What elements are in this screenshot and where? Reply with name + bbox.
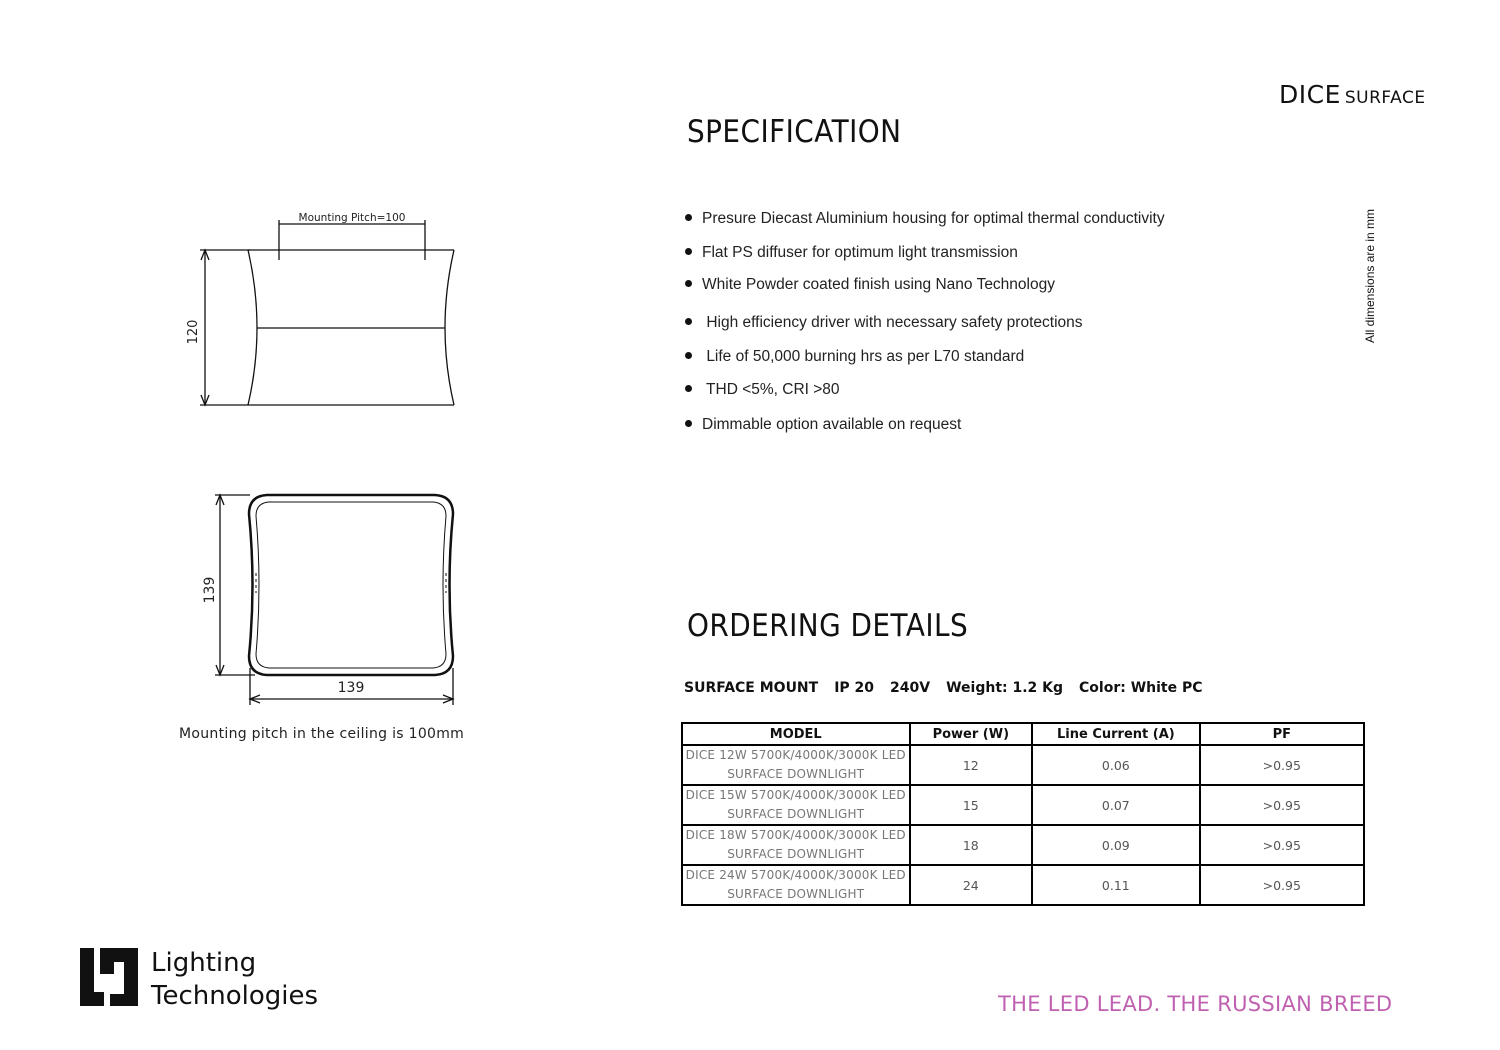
product-title [1279,80,1426,109]
mount-type: SURFACE MOUNT [684,680,819,696]
spec-bullet: Life of 50,000 burning hrs as per L70 standard [685,348,1024,366]
side-view-drawing [170,200,470,420]
ordering-specline [684,680,1219,696]
bullet-dot-icon [685,280,692,287]
logo-line1: Lighting [151,948,257,978]
table-row [682,785,1364,825]
pf-cell: >0.95 [1200,785,1364,825]
bullet-dot-icon [685,385,692,392]
power-cell: 24 [910,865,1033,905]
power-cell: 12 [910,745,1033,785]
tagline: THE LED LEAD. THE RUSSIAN BREED [998,992,1393,1016]
dimension-note: All dimensions are in mm [1363,208,1377,343]
pitch-label: Mounting Pitch=100 [298,212,406,224]
current-cell: 0.07 [1032,785,1199,825]
bullet-dot-icon [685,318,692,325]
pf-cell: >0.95 [1200,825,1364,865]
bullet-dot-icon [685,248,692,255]
model-cell: DICE 18W 5700K/4000K/3000K LED SURFACE DOWNLIGHT [682,825,910,865]
voltage: 240V [890,680,931,696]
spec-bullet: White Powder coated finish using Nano Technology [685,276,1055,294]
ip-rating: IP 20 [834,680,875,696]
pf-cell: >0.95 [1200,865,1364,905]
table-row [682,865,1364,905]
top-width-label: 139 [337,680,365,696]
bullet-dot-icon [685,420,692,427]
specification-heading: SPECIFICATION [687,114,902,150]
top-height-label: 139 [202,576,218,604]
table-row [682,745,1364,785]
spec-bullet: Flat PS diffuser for optimum light transmission [685,244,1018,262]
column-header: Line Current (A) [1032,723,1199,745]
spec-bullet: Presure Diecast Aluminium housing for optimal thermal conductivity [685,210,1165,228]
column-header: Power (W) [910,723,1033,745]
current-cell: 0.11 [1032,865,1199,905]
column-header: PF [1200,723,1364,745]
weight: Weight: 1.2 Kg [946,680,1064,696]
side-height-label: 120 [186,319,201,345]
ordering-table [681,722,1365,906]
spec-bullet: Dimmable option available on request [685,416,961,434]
current-cell: 0.06 [1032,745,1199,785]
drawing-caption: Mounting pitch in the ceiling is 100mm [179,726,465,742]
power-cell: 18 [910,825,1033,865]
product-variant: SURFACE [1344,88,1426,108]
logo-line2: Technologies [151,981,319,1011]
pf-cell: >0.95 [1200,745,1364,785]
company-name [151,947,318,1013]
model-cell: DICE 12W 5700K/4000K/3000K LED SURFACE DOWNLIGHT [682,745,910,785]
product-name: DICE [1279,80,1341,109]
table-header-row [682,723,1364,745]
lighting-technologies-logo-icon [80,946,140,1006]
power-cell: 15 [910,785,1033,825]
current-cell: 0.09 [1032,825,1199,865]
spec-bullet: High efficiency driver with necessary safety protections [685,314,1083,332]
color: Color: White PC [1079,680,1203,696]
table-row [682,825,1364,865]
bullet-dot-icon [685,352,692,359]
column-header: MODEL [682,723,910,745]
top-view-drawing [195,488,475,713]
model-cell: DICE 24W 5700K/4000K/3000K LED SURFACE DOWNLIGHT [682,865,910,905]
model-cell: DICE 15W 5700K/4000K/3000K LED SURFACE DOWNLIGHT [682,785,910,825]
spec-bullet: THD <5%, CRI >80 [685,381,840,399]
ordering-heading: ORDERING DETAILS [687,608,969,644]
bullet-dot-icon [685,214,692,221]
